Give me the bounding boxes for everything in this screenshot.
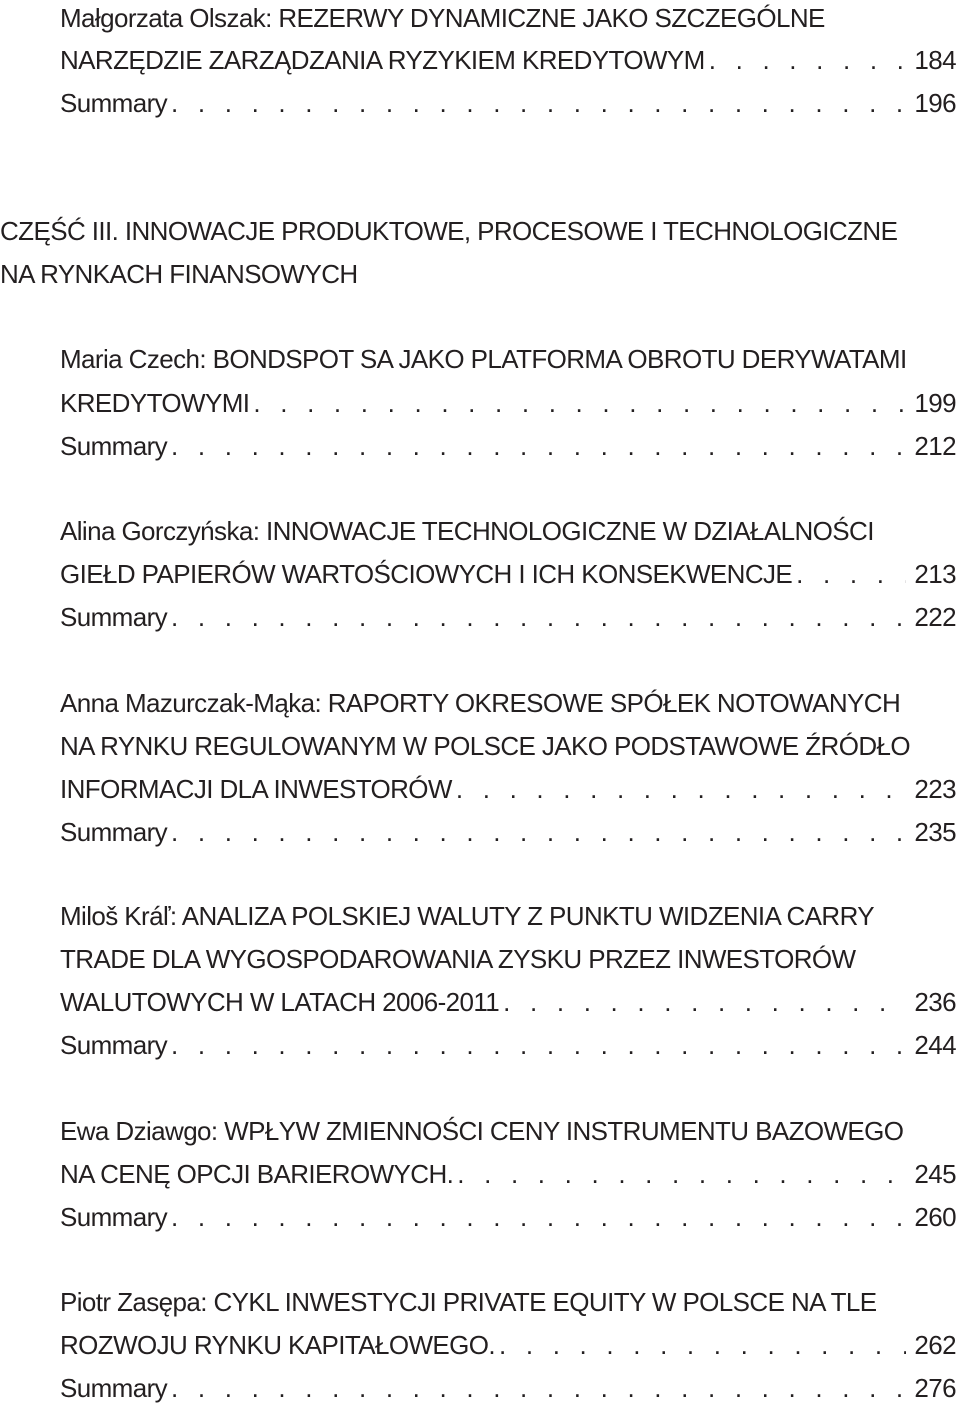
entry-title: REZERWY DYNAMICZNE JAKO SZCZEGÓLNE (278, 3, 825, 33)
entry-title: GIEŁD PAPIERÓW WARTOŚCIOWYCH I ICH KONSEKWENCJE (60, 559, 793, 589)
entry-title: ROZWOJU RYNKU KAPITAŁOWEGO. (60, 1330, 495, 1360)
entry-author: Alina Gorczyńska: (60, 516, 260, 546)
toc-entry-mazurczak-line-1 (60, 682, 956, 725)
toc-entry-gorczynska-line-2[interactable] (60, 553, 956, 596)
toc-entry-kral-line-2 (60, 938, 956, 981)
toc-entry-czech-line-1 (60, 338, 956, 381)
toc-entry-kral-line-1 (60, 895, 956, 938)
page-number: 235 (914, 817, 956, 847)
toc-summary-czech[interactable] (60, 425, 956, 468)
toc-entry-olszak-line-2[interactable] (60, 39, 956, 82)
entry-title: ANALIZA POLSKIEJ WALUTY Z PUNKTU WIDZENIA CARRY (181, 901, 875, 931)
dot-leader (167, 596, 906, 639)
entry-title: TRADE DLA WYGOSPODAROWANIA ZYSKU PRZEZ INWESTORÓW (60, 944, 856, 974)
part-heading-line-1 (0, 210, 956, 253)
page-number: 196 (914, 88, 956, 118)
dot-leader (249, 382, 906, 425)
dot-leader (167, 82, 906, 125)
page-number: 184 (914, 45, 956, 75)
toc-entry-kral-line-3[interactable] (60, 981, 956, 1024)
toc-entry-olszak-line-1 (60, 0, 956, 40)
dot-leader (792, 553, 906, 596)
entry-title: NA RYNKU REGULOWANYM W POLSCE JAKO PODSTAWOWE ŹRÓDŁO (60, 731, 911, 761)
summary-label: Summary (60, 602, 168, 632)
entry-title: WPŁYW ZMIENNOŚCI CENY INSTRUMENTU BAZOWEGO (224, 1116, 904, 1146)
page-number: 222 (914, 602, 956, 632)
summary-label: Summary (60, 88, 168, 118)
summary-label: Summary (60, 1373, 168, 1403)
entry-title: KREDYTOWYMI (60, 388, 250, 418)
entry-author: Anna Mazurczak-Mąka: (60, 688, 322, 718)
part-heading-line-2 (0, 253, 956, 296)
page-number: 213 (914, 559, 956, 589)
summary-label: Summary (60, 817, 168, 847)
summary-label: Summary (60, 1030, 168, 1060)
entry-title: BONDSPOT SA JAKO PLATFORMA OBROTU DERYWATAMI (212, 344, 907, 374)
entry-title: WALUTOWYCH W LATACH 2006-2011 (60, 987, 500, 1017)
toc-entry-zasepa-line-2[interactable] (60, 1324, 956, 1367)
toc-entry-czech-line-2[interactable] (60, 382, 956, 425)
toc-entry-mazurczak-line-3[interactable] (60, 768, 956, 811)
toc-summary-gorczynska[interactable] (60, 596, 956, 639)
entry-title: RAPORTY OKRESOWE SPÓŁEK NOTOWANYCH (327, 688, 901, 718)
entry-title: NA CENĘ OPCJI BARIEROWYCH. (60, 1159, 454, 1189)
dot-leader (453, 1153, 906, 1196)
dot-leader (167, 811, 906, 854)
dot-leader (167, 1367, 906, 1410)
toc-entry-dziawgo-line-2[interactable] (60, 1153, 956, 1196)
toc-entry-dziawgo-line-1 (60, 1110, 956, 1153)
entry-title: INNOWACJE TECHNOLOGICZNE W DZIAŁALNOŚCI (265, 516, 874, 546)
page-number: 236 (914, 987, 956, 1017)
dot-leader (499, 981, 906, 1024)
toc-summary-kral[interactable] (60, 1024, 956, 1067)
summary-label: Summary (60, 431, 168, 461)
toc-entry-zasepa-line-1 (60, 1281, 956, 1324)
entry-title: CYKL INWESTYCJI PRIVATE EQUITY W POLSCE NA TLE (213, 1287, 877, 1317)
page-number: 245 (914, 1159, 956, 1189)
page-number: 244 (914, 1030, 956, 1060)
entry-author: Ewa Dziawgo: (60, 1116, 218, 1146)
page-number: 262 (914, 1330, 956, 1360)
entry-author: Maria Czech: (60, 344, 206, 374)
entry-title: NARZĘDZIE ZARZĄDZANIA RYZYKIEM KREDYTOWYM (60, 45, 705, 75)
dot-leader (167, 1196, 906, 1239)
toc-summary-olszak[interactable] (60, 82, 956, 125)
page-number: 199 (914, 388, 956, 418)
summary-label: Summary (60, 1202, 168, 1232)
page-number: 223 (914, 774, 956, 804)
dot-leader (167, 425, 906, 468)
dot-leader (495, 1324, 906, 1367)
toc-summary-zasepa[interactable] (60, 1367, 956, 1410)
part-heading: NA RYNKACH FINANSOWYCH (0, 259, 358, 289)
toc-summary-dziawgo[interactable] (60, 1196, 956, 1239)
dot-leader (452, 768, 907, 811)
page-number: 276 (914, 1373, 956, 1403)
dot-leader (167, 1024, 906, 1067)
entry-author: Piotr Zasępa: (60, 1287, 207, 1317)
dot-leader (705, 39, 907, 82)
page-number: 212 (914, 431, 956, 461)
toc-entry-mazurczak-line-2 (60, 725, 956, 768)
toc-summary-mazurczak[interactable] (60, 811, 956, 854)
part-heading: CZĘŚĆ III. INNOWACJE PRODUKTOWE, PROCESOWE I TECHNOLOGICZNE (0, 216, 898, 246)
entry-author: Miloš Kráľ: (60, 901, 177, 931)
entry-title: INFORMACJI DLA INWESTORÓW (60, 774, 452, 804)
entry-author: Małgorzata Olszak: (60, 3, 272, 33)
page-number: 260 (914, 1202, 956, 1232)
toc-entry-gorczynska-line-1 (60, 510, 956, 553)
